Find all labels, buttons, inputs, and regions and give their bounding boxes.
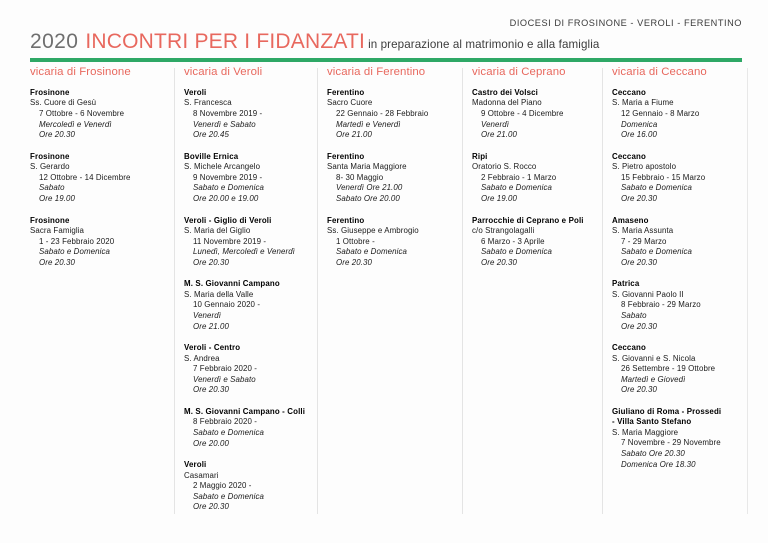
entry-parish: Madonna del Piano [472, 98, 542, 108]
entry-days: Venerdì Ore 21.00 [336, 183, 403, 193]
entry-dates: 8 Febbraio 2020 - [193, 417, 257, 427]
entry-parish: S. Francesca [184, 98, 232, 108]
entry-parish: S. Maria della Valle [184, 289, 254, 299]
schedule-entry [30, 152, 168, 205]
vicaria-heading: vicaria di Veroli [184, 66, 263, 78]
entry-time: Ore 20.30 [621, 321, 657, 331]
entry-place: Veroli - Centro [184, 343, 241, 353]
schedule-entry [184, 152, 311, 205]
entry-dates: 6 Marzo - 3 Aprile [481, 236, 545, 246]
schedule-entry [327, 88, 456, 141]
schedule-entry [184, 88, 311, 141]
entry-parish: S. Giovanni e S. Nicola [612, 353, 696, 363]
column-separator [317, 68, 318, 514]
entry-dates: 8- 30 Maggio [336, 172, 384, 182]
entry-time: Ore 16.00 [621, 130, 657, 140]
entry-dates: 9 Ottobre - 4 Dicembre [481, 109, 564, 119]
entry-time: Domenica Ore 18.30 [621, 459, 696, 469]
title-subtitle: in preparazione al matrimonio e alla famiglia [368, 38, 600, 51]
entry-days: Sabato [39, 183, 65, 193]
schedule-entry [472, 88, 596, 141]
entry-time: Ore 20.00 e 19.00 [193, 194, 259, 203]
entry-days: Sabato e Domenica [621, 183, 693, 193]
entry-time: Ore 20.30 [481, 257, 517, 267]
schedule-entry [184, 279, 311, 332]
schedule-entry [612, 279, 742, 332]
entry-place: Giuliano di Roma - Prossedi [612, 406, 722, 416]
entry-days: Sabato e Domenica [481, 247, 553, 257]
entry-parish: Ss. Cuore di Gesù [30, 98, 97, 108]
vicaria-column [174, 66, 317, 516]
entry-place: Veroli - Giglio di Veroli [184, 215, 272, 225]
entry-place: Frosinone [30, 215, 70, 225]
schedule-entry [184, 407, 311, 449]
entry-dates: 2 Febbraio - 1 Marzo [481, 172, 557, 182]
entry-place: Parrocchie di Ceprano e Poli [472, 215, 584, 225]
entry-parish: Casamari [184, 470, 219, 480]
schedule-entry [612, 343, 742, 396]
entry-dates: 1 Ottobre - [336, 236, 375, 246]
entry-days: Sabato e Domenica [193, 183, 265, 193]
entry-time: Ore 20.30 [39, 130, 75, 140]
schedule-entry [30, 216, 168, 269]
entry-days: Sabato e Domenica [193, 428, 265, 437]
schedule-entry [612, 88, 742, 141]
entry-time: Ore 20.30 [193, 502, 229, 512]
entry-dates: 22 Gennaio - 28 Febbraio [336, 109, 429, 119]
title-year: 2020 [30, 30, 79, 53]
vicaria-column [317, 66, 462, 516]
entry-place: Veroli [184, 460, 207, 470]
entry-days: Venerdì e Sabato [193, 374, 256, 384]
entry-parish: S. Andrea [184, 353, 220, 363]
entry-parish: Oratorio S. Rocco [472, 162, 537, 172]
schedule-entry [184, 460, 311, 513]
vicaria-column [462, 66, 602, 516]
entry-place: Frosinone [30, 151, 70, 161]
entry-place: M. S. Giovanni Campano - Colli [184, 406, 306, 416]
entry-days: Sabato [621, 311, 647, 320]
entry-parish: S. Gerardo [30, 162, 70, 172]
vicaria-heading: vicaria di Ceccano [612, 66, 707, 78]
schedule-entry [472, 216, 596, 269]
entry-time: Ore 21.00 [481, 130, 517, 140]
schedule-entry [184, 216, 311, 269]
vicaria-heading: vicaria di Frosinone [30, 66, 131, 78]
entry-dates: 7 Ottobre - 6 Novembre [39, 109, 125, 119]
entry-parish: S. Maria Assunta [612, 226, 674, 236]
entry-parish: S. Giovanni Paolo II [612, 289, 684, 299]
entry-days: Venerdì [481, 119, 510, 129]
entry-days: Domenica [621, 119, 658, 129]
column-separator [462, 68, 463, 514]
entry-parish: c/o Strangolagalli [472, 226, 535, 236]
entry-time: Ore 20.30 [193, 385, 229, 395]
entry-place-cont: - Villa Santo Stefano [612, 417, 692, 427]
column-separator [174, 68, 175, 514]
schedule-entry [327, 152, 456, 205]
entry-parish: S. Pietro apostolo [612, 162, 677, 172]
entry-dates: 11 Novembre 2019 - [193, 236, 267, 246]
schedule-entry [472, 152, 596, 205]
title-main: INCONTRI PER I FIDANZATI [85, 30, 366, 53]
entry-days: Sabato Ore 20.30 [621, 449, 685, 459]
entry-time: Ore 19.00 [39, 194, 75, 203]
entry-time: Ore 21.00 [336, 130, 372, 140]
entry-time: Sabato Ore 20.00 [336, 194, 400, 203]
entry-time: Ore 20.30 [39, 257, 75, 267]
schedule-entry [612, 152, 742, 205]
entry-place: Amaseno [612, 215, 649, 225]
diocese-line: DIOCESI DI FROSINONE - VEROLI - FERENTINO [509, 18, 742, 28]
entry-place: Patrica [612, 279, 640, 289]
vicaria-heading: vicaria di Ferentino [327, 66, 426, 78]
entry-days: Venerdì [193, 311, 222, 320]
entry-dates: 15 Febbraio - 15 Marzo [621, 172, 706, 182]
entry-days: Martedì e Giovedì [621, 374, 686, 384]
entry-days: Lunedì, Mercoledì e Venerdì [193, 247, 295, 257]
vicaria-columns [26, 66, 748, 516]
vicaria-column [602, 66, 748, 516]
entry-place: Frosinone [30, 88, 70, 97]
entry-days: Sabato e Domenica [336, 247, 408, 257]
column-separator [602, 68, 603, 514]
entry-days: Sabato e Domenica [39, 247, 111, 257]
entry-place: M. S. Giovanni Campano [184, 279, 280, 289]
entry-dates: 1 - 23 Febbraio 2020 [39, 236, 115, 246]
entry-place: Ferentino [327, 215, 365, 225]
entry-parish: S. Maria del Giglio [184, 226, 251, 236]
vicaria-heading: vicaria di Ceprano [472, 66, 566, 78]
schedule-entry [327, 216, 456, 269]
entry-place: Ceccano [612, 343, 646, 353]
entry-parish: S. Michele Arcangelo [184, 162, 261, 172]
entry-place: Ceccano [612, 151, 646, 161]
entry-dates: 8 Novembre 2019 - [193, 109, 263, 119]
entry-time: Ore 20.30 [621, 385, 657, 395]
entry-time: Ore 20.30 [193, 257, 229, 267]
entry-dates: 2 Maggio 2020 - [193, 481, 252, 491]
entry-days: Sabato e Domenica [193, 491, 265, 501]
entry-time: Ore 20.30 [621, 257, 657, 267]
entry-time: Ore 20.30 [336, 257, 372, 267]
entry-parish: Sacra Famiglia [30, 226, 85, 236]
entry-place: Castro dei Volsci [472, 88, 538, 97]
entry-time: Ore 21.00 [193, 321, 229, 331]
entry-place: Ripi [472, 151, 488, 161]
entry-parish: Santa Maria Maggiore [327, 162, 407, 172]
entry-dates: 7 - 29 Marzo [621, 236, 667, 246]
entry-dates: 9 Novembre 2019 - [193, 172, 263, 182]
right-border-line [747, 68, 748, 514]
schedule-entry [184, 343, 311, 396]
entry-dates: 12 Ottobre - 14 Dicembre [39, 172, 131, 182]
entry-dates: 26 Settembre - 19 Ottobre [621, 364, 716, 374]
schedule-entry [612, 216, 742, 269]
entry-days: Mercoledì e Venerdì [39, 119, 112, 129]
entry-parish: Sacro Cuore [327, 98, 373, 108]
entry-days: Venerdì e Sabato [193, 119, 256, 129]
vicaria-column [26, 66, 174, 516]
entry-days: Sabato e Domenica [621, 247, 693, 257]
schedule-entry [30, 88, 168, 141]
entry-dates: 12 Gennaio - 8 Marzo [621, 109, 700, 119]
entry-dates: 7 Febbraio 2020 - [193, 364, 257, 374]
entry-dates: 8 Febbraio - 29 Marzo [621, 300, 701, 310]
page-title [30, 30, 599, 54]
entry-dates: 7 Novembre - 29 Novembre [621, 438, 721, 448]
entry-days: Sabato e Domenica [481, 183, 553, 193]
entry-place: Veroli [184, 88, 207, 97]
entry-place: Ferentino [327, 88, 365, 97]
entry-time: Ore 20.30 [621, 194, 657, 203]
entry-place: Ferentino [327, 151, 365, 161]
entry-parish: S. Maria Maggiore [612, 427, 679, 437]
green-divider-bar [30, 58, 742, 62]
entry-time: Ore 20.00 [193, 438, 229, 448]
entry-parish: S. Maria a Fiume [612, 98, 674, 108]
entry-parish: Ss. Giuseppe e Ambrogio [327, 226, 419, 236]
entry-dates: 10 Gennaio 2020 - [193, 300, 261, 310]
entry-place: Ceccano [612, 88, 646, 97]
entry-days: Martedì e Venerdì [336, 119, 401, 129]
schedule-entry [612, 407, 742, 470]
entry-time: Ore 19.00 [481, 194, 517, 203]
entry-place: Boville Ernica [184, 151, 239, 161]
entry-time: Ore 20.45 [193, 130, 229, 140]
